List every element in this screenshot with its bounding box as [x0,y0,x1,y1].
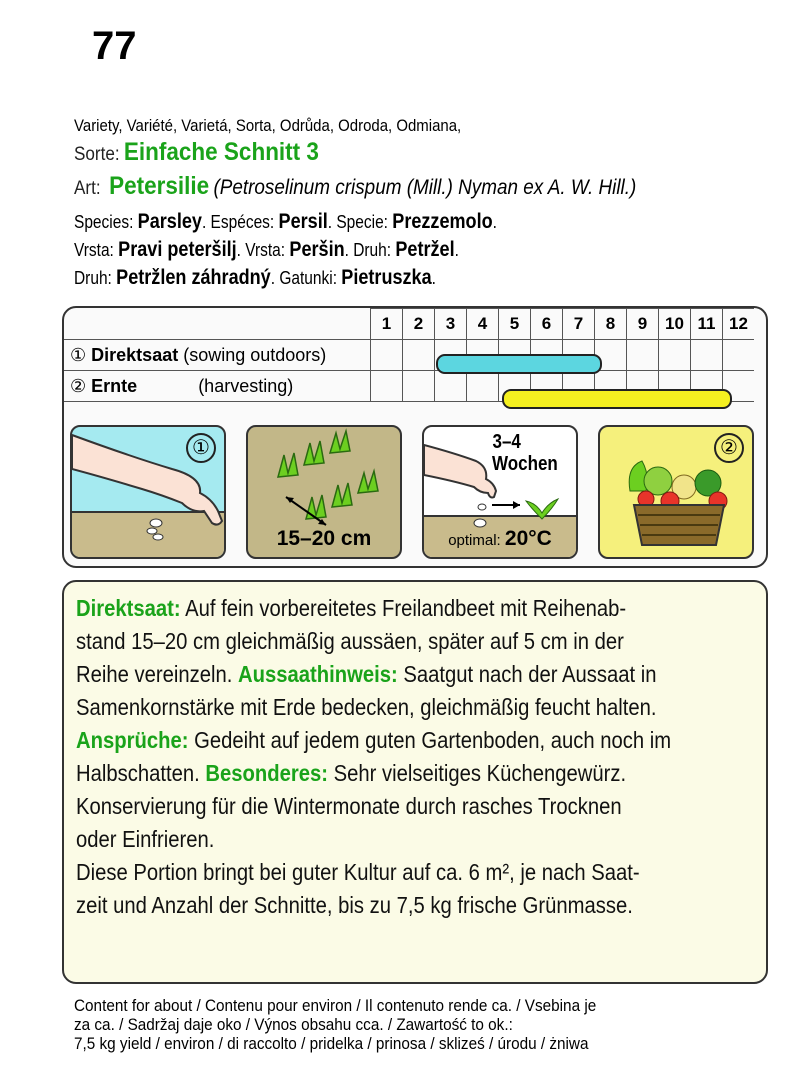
month-7: 7 [563,309,595,340]
heading-besonderes: Besonderes: [205,760,328,786]
month-6: 6 [531,309,563,340]
temperature-value: 20°C [504,527,552,550]
row-desc-sowing: (sowing outdoors) [183,344,327,365]
species-fr: Persil [278,210,328,233]
instructions-box [62,580,768,984]
tile-row-distance [246,425,402,559]
species-sk: Petržlen záhradný [116,266,271,289]
species-en: Parsley [137,210,202,233]
species-cz: Petržel [395,238,455,261]
art-value: Petersilie [109,172,210,200]
row-desc-harvest: (harvesting) [198,375,294,396]
species-line-2 [74,238,459,262]
tile-harvest [598,425,754,559]
month-11: 11 [691,309,723,340]
instructions-line [76,757,683,790]
species-label: . Vrsta: [236,240,290,260]
packet-number: 77 [92,24,137,68]
text-segment: Gedeiht auf jedem guten Gartenboden, auch noch im [188,727,672,753]
instructions-line: stand 15–20 cm gleichmäßig aussäen, später auf 5 cm in der [76,628,624,654]
species-it: Prezzemolo [392,210,493,233]
art-line [74,172,636,201]
calendar-corner [64,309,371,340]
row-num-1: ① [70,344,87,365]
step-2-badge: ② [714,433,744,463]
row-title-sowing: Direktsaat [91,344,179,365]
species-dot: . [454,240,459,260]
species-label: . Specie: [327,212,393,232]
instructions-line [76,592,683,625]
sorte-line [74,138,319,167]
species-label: Vrsta: [74,240,119,260]
species-line-1 [74,210,497,234]
instructions-line: oder Einfrieren. [76,826,215,852]
weeks-count: 3–4 [492,431,521,453]
species-sl: Pravi peteršilj [118,238,237,261]
text-segment: Auf fein vorbereitetes Freilandbeet mit Reihenab- [180,595,627,621]
text-segment: Saatgut nach der Aussaat in [397,661,657,687]
month-9: 9 [627,309,659,340]
sorte-value: Einfache Schnitt 3 [123,138,319,166]
row-distance-label: 15–20 cm [276,527,372,550]
month-3: 3 [435,309,467,340]
heading-direktsaat: Direktsaat: [76,595,181,621]
footer-line: za ca. / Sadržaj daje oko / Výnos obsahu cca. / Zawartość to ok.: [74,1015,513,1034]
month-10: 10 [659,309,691,340]
species-label: . Gatunki: [270,268,342,288]
weeks-label: Wochen [492,453,558,475]
art-latin: (Petroselinum crispum (Mill.) Nyman ex A. W. Hill.) [213,176,637,199]
sowing-period-bar [436,354,602,374]
variety-header: Variety, Variété, Varietá, Sorta, Odrůda, Odroda, Odmiana, [74,116,462,135]
optimal-label: optimal: [448,532,505,549]
calendar-header-row [64,309,754,340]
instructions-line [76,658,683,691]
species-label: . Espéces: [201,212,279,232]
row-label-sowing [64,340,371,371]
instructions-line: Samenkornstärke mit Erde bedecken, gleichmäßig feucht halten. [76,694,657,720]
heading-aussaathinweis: Aussaathinweis: [238,661,398,687]
row-title-harvest: Ernte [91,375,138,396]
row-label-harvest [64,371,371,402]
species-label: Druh: [74,268,117,288]
month-8: 8 [595,309,627,340]
month-1: 1 [371,309,403,340]
month-12: 12 [723,309,755,340]
tile-sowing [70,425,226,559]
instructions-line: zeit und Anzahl der Schnitte, bis zu 7,5 kg frische Grünmasse. [76,892,633,918]
species-pl: Pietruszka [341,266,432,289]
art-label: Art: [74,178,101,199]
instructions-line [76,724,683,757]
harvest-period-bar [502,389,732,409]
instructions-line: Diese Portion bringt bei guter Kultur auf ca. 6 m², je nach Saat- [76,859,640,885]
footer-line: 7,5 kg yield / environ / di raccolto / pridelka / prinosa / skliześ / úrodu / żniwa [74,1034,589,1053]
calendar-table [64,308,754,402]
species-label: . Druh: [344,240,396,260]
row-num-2: ② [70,375,87,396]
species-label: Species: [74,212,138,232]
content-footer [74,996,596,1053]
month-5: 5 [499,309,531,340]
sorte-label: Sorte: [74,144,120,165]
species-line-3 [74,266,436,290]
instructions-line: Konservierung für die Wintermonate durch rasches Trocknen [76,793,622,819]
month-2: 2 [403,309,435,340]
species-dot: . [431,268,436,288]
text-segment: Sehr vielseitiges Küchengewürz. [327,760,627,786]
step-1-badge: ① [186,433,216,463]
text-segment: Reihe vereinzeln. [76,661,239,687]
month-4: 4 [467,309,499,340]
species-dot: . [492,212,497,232]
optimal-temperature [424,527,576,551]
text-segment: Halbschatten. [76,760,206,786]
tile-germination [422,425,578,559]
species-hr: Peršin [289,238,345,261]
heading-ansprueche: Ansprüche: [76,727,189,753]
calendar-row-sowing [64,340,754,371]
footer-line: Content for about / Contenu pour environ / Il contenuto rende ca. / Vsebina je [74,996,597,1015]
